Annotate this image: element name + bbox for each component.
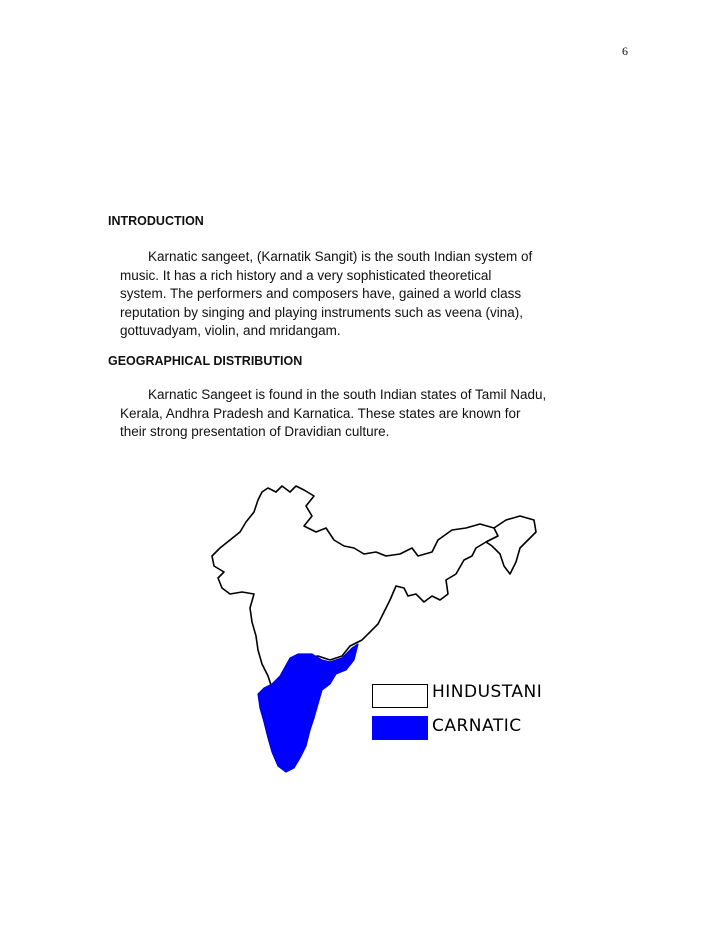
india-outline (212, 486, 504, 688)
text-line: Karnatic sangeet, (Karnatik Sangit) is the south Indian system of (148, 249, 533, 264)
introduction-paragraph (120, 248, 640, 341)
text-line: Kerala, Andhra Pradesh and Karnatica. These states are known for (120, 405, 521, 421)
geographical-distribution-heading: GEOGRAPHICAL DISTRIBUTION (108, 354, 303, 368)
text-line: Karnatic Sangeet is found in the south Indian states of Tamil Nadu, (148, 387, 547, 402)
northeast-outline (486, 516, 536, 574)
text-line: music. It has a rich history and a very sophisticated theoretical (120, 267, 492, 283)
legend-swatch-hindustani (372, 684, 428, 708)
introduction-heading: INTRODUCTION (108, 214, 204, 228)
geographical-distribution-paragraph (120, 386, 640, 442)
text-line: system. The performers and composers have, gained a world class (120, 286, 522, 301)
page-number: 6 (622, 44, 628, 58)
text-line: their strong presentation of Dravidian culture. (120, 424, 390, 439)
text-line: reputation by singing and playing instruments such as veena (vina), (120, 304, 523, 320)
legend-label-carnatic: CARNATIC (432, 716, 522, 736)
legend-swatch-carnatic (372, 716, 428, 740)
legend-label-hindustani: HINDUSTANI (432, 682, 543, 702)
text-line: gottuvadyam, violin, and mridangam. (120, 323, 341, 338)
